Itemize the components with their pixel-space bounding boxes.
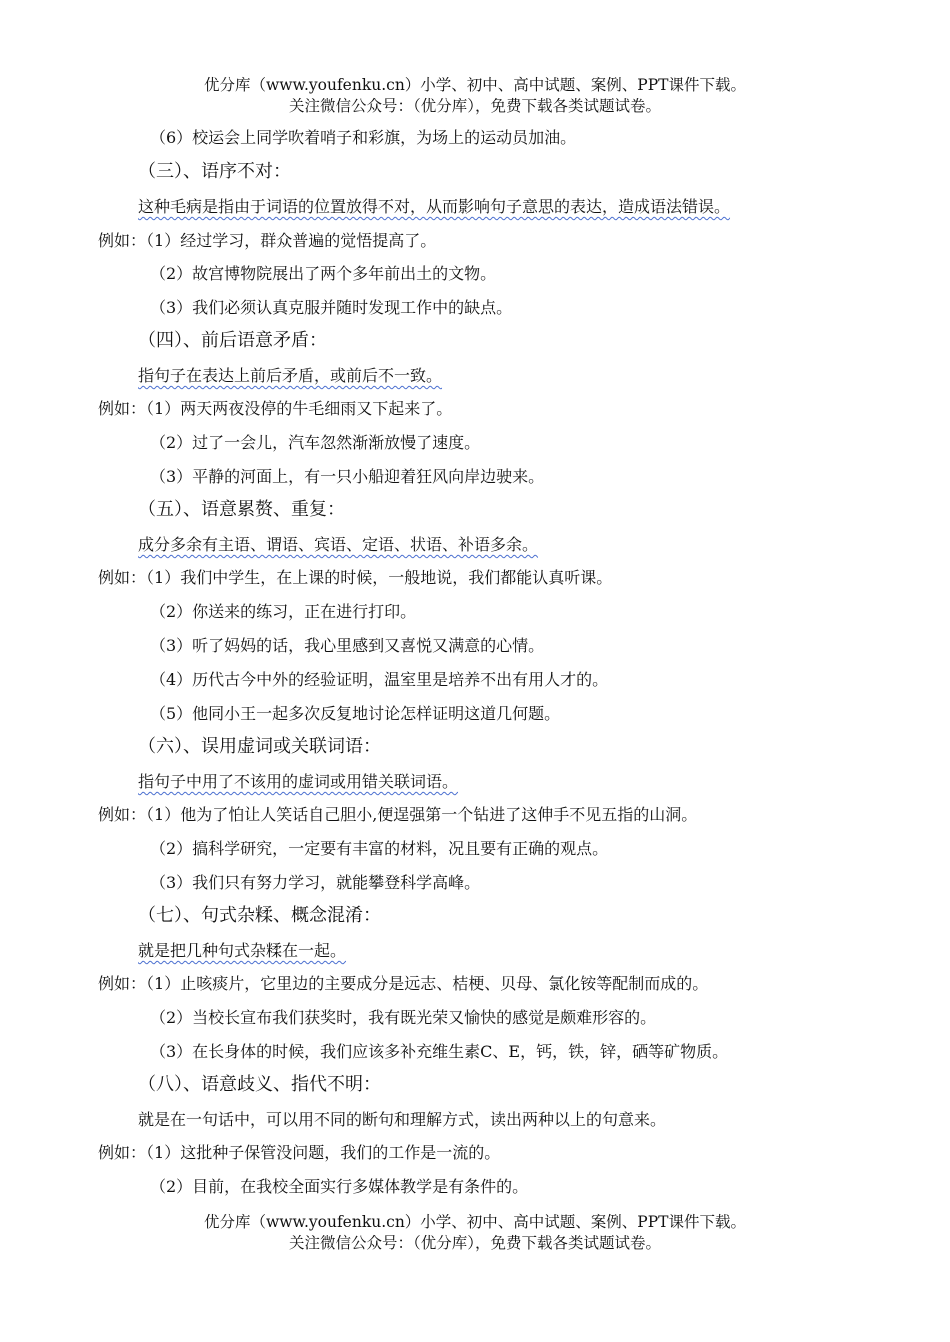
example-item: （3）我们只有努力学习，就能攀登科学高峰。	[150, 873, 481, 892]
example-item: （6）校运会上同学吹着哨子和彩旗，为场上的运动员加油。	[150, 128, 577, 147]
example-prefix: 例如：	[98, 974, 147, 993]
example-line	[98, 231, 436, 251]
header-line-1: 优分库（www.youfenku.cn）小学、初中、高中试题、案例、PPT课件下载。	[203, 76, 747, 94]
section-definition	[138, 366, 442, 386]
page-header	[0, 75, 950, 117]
section-definition	[138, 772, 458, 792]
example-line	[98, 805, 697, 825]
section-heading: （六）、误用虚词或关联词语：	[138, 736, 381, 757]
example-line	[98, 568, 612, 588]
definition-text: 成分多余有主语、谓语、宾语、定语、状语、补语多余。	[138, 535, 539, 554]
example-prefix: 例如：	[98, 1143, 147, 1162]
section-heading: （七）、句式杂糅、概念混淆：	[138, 905, 381, 926]
section-definition	[138, 197, 730, 217]
definition-text: 这种毛病是指由于词语的位置放得不对，从而影响句子意思的表达，造成语法错误。	[138, 197, 731, 216]
example-item: （2）故宫博物院展出了两个多年前出土的文物。	[150, 264, 497, 283]
section-heading: （五）、语意累赘、重复：	[138, 499, 345, 520]
example-item: （1）这批种子保管没问题，我们的工作是一流的。	[146, 1143, 501, 1162]
section-definition	[138, 535, 538, 555]
example-prefix: 例如：	[98, 399, 147, 418]
example-line	[98, 399, 452, 419]
example-item: （5）他同小王一起多次反复地讨论怎样证明这道几何题。	[150, 704, 561, 723]
definition-text: 指句子中用了不该用的虚词或用错关联词语。	[138, 772, 459, 791]
example-item: （1）两天两夜没停的牛毛细雨又下起来了。	[146, 399, 453, 418]
example-item: （2）目前，在我校全面实行多媒体教学是有条件的。	[150, 1177, 529, 1196]
example-prefix: 例如：	[98, 568, 147, 587]
example-item: （1）我们中学生，在上课的时候，一般地说，我们都能认真听课。	[146, 568, 613, 587]
example-item: （1）他为了怕让人笑话自己胆小,便逞强第一个钻进了这伸手不见五指的山洞。	[146, 805, 698, 824]
example-item: （2）当校长宣布我们获奖时，我有既光荣又愉快的感觉是颇难形容的。	[150, 1008, 657, 1027]
example-item: （2）过了一会儿，汽车忽然渐渐放慢了速度。	[150, 433, 481, 452]
example-item: （2）你送来的练习，正在进行打印。	[150, 602, 417, 621]
example-item: （4）历代古今中外的经验证明，温室里是培养不出有用人才的。	[150, 670, 609, 689]
section-definition: 就是在一句话中，可以用不同的断句和理解方式，读出两种以上的句意来。	[138, 1110, 667, 1129]
footer-line-2: 关注微信公众号：（优分库），免费下载各类试题试卷。	[288, 1234, 661, 1252]
section-heading: （八）、语意歧义、指代不明：	[138, 1074, 381, 1095]
example-item: （1）经过学习，群众普遍的觉悟提高了。	[146, 231, 437, 250]
example-line	[98, 1143, 500, 1163]
example-item: （3）在长身体的时候，我们应该多补充维生素C、E，钙，铁，锌，硒等矿物质。	[150, 1042, 729, 1061]
page-footer	[0, 1212, 950, 1254]
section-heading: （四）、前后语意矛盾：	[138, 330, 327, 351]
example-item: （3）平静的河面上，有一只小船迎着狂风向岸边驶来。	[150, 467, 545, 486]
example-item: （2）搞科学研究，一定要有丰富的材料，况且要有正确的观点。	[150, 839, 609, 858]
example-prefix: 例如：	[98, 805, 147, 824]
definition-text: 就是把几种句式杂糅在一起。	[138, 941, 347, 960]
example-item: （1）止咳痰片，它里边的主要成分是远志、桔梗、贝母、氯化铵等配制而成的。	[146, 974, 709, 993]
header-line-2: 关注微信公众号：（优分库），免费下载各类试题试卷。	[288, 97, 661, 115]
definition-text: 指句子在表达上前后矛盾，或前后不一致。	[138, 366, 443, 385]
example-item: （3）听了妈妈的话，我心里感到又喜悦又满意的心情。	[150, 636, 545, 655]
example-line	[98, 974, 708, 994]
section-heading: （三）、语序不对：	[138, 161, 291, 182]
footer-line-1: 优分库（www.youfenku.cn）小学、初中、高中试题、案例、PPT课件下载。	[203, 1213, 747, 1231]
example-prefix: 例如：	[98, 231, 147, 250]
section-definition	[138, 941, 346, 961]
example-item: （3）我们必须认真克服并随时发现工作中的缺点。	[150, 298, 513, 317]
